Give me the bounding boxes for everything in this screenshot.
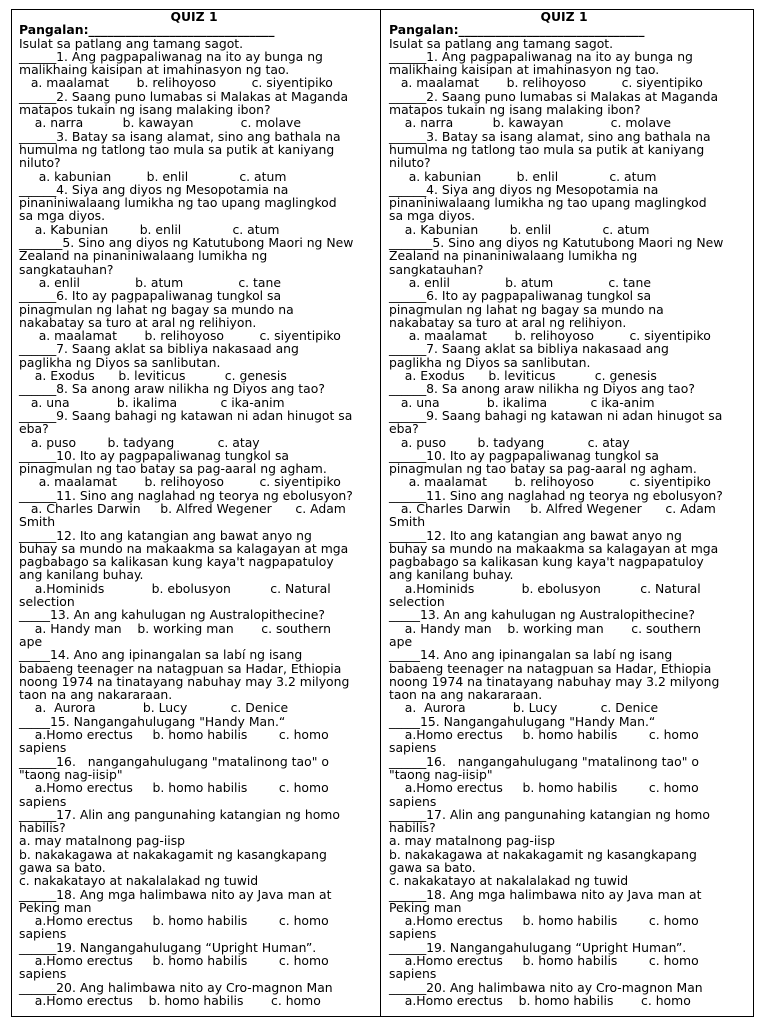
question-list: [19, 37, 381, 1008]
quiz-text-line: ______12. Ito ang katangian ang bawat anyo ng: [389, 527, 682, 543]
quiz-text-line: Peking man: [389, 899, 462, 915]
quiz-text-line: a.Homo erectus b. homo habilis c. homo: [19, 953, 329, 969]
quiz-text-line: a. Exodus b. leviticus c. genesis: [389, 368, 657, 384]
quiz-text-line: c. nakakatayo at nakalalakad ng tuwid: [389, 873, 629, 889]
quiz-text-line: pinaniniwalaang lumikha ng tao upang maglingkod: [389, 195, 707, 211]
quiz-text-line: Smith: [19, 514, 56, 530]
quiz-text-line: ______4. Siya ang diyos ng Mesopotamia na: [19, 181, 289, 197]
quiz-text-line: babaeng teenager na natagpuan sa Hadar, Ethiopia: [19, 660, 342, 676]
quiz-text-line: sapiens: [389, 926, 437, 942]
quiz-text-line: humulma ng tatlong tao mula sa putik at kaniyang: [19, 141, 335, 157]
quiz-text-line: sa mga diyos.: [389, 208, 476, 224]
quiz-text-line: _____15. Nangangahulugang "Handy Man.“: [389, 713, 656, 729]
quiz-text-line: paglikha ng Diyos sa sanlibutan.: [19, 354, 221, 370]
quiz-title: QUIZ 1: [170, 10, 218, 24]
quiz-text-line: ______4. Siya ang diyos ng Mesopotamia na: [389, 181, 659, 197]
quiz-text-line: a. una b. ikalima c ika-anim: [389, 394, 655, 410]
quiz-text-line: a. kabunian b. enlil c. atum: [19, 168, 287, 184]
quiz-text-line: Smith: [389, 514, 426, 530]
quiz-text-line: matapos tukain ng isang malaking ibon?: [389, 102, 641, 118]
quiz-text-line: a. enlil b. atum c. tane: [19, 274, 281, 290]
quiz-text-line: niluto?: [389, 155, 431, 171]
quiz-text-line: gawa sa bato.: [19, 860, 106, 875]
quiz-text-line: ______11. Sino ang naglahad ng teorya ng ebolusyon?: [19, 487, 353, 503]
quiz-text-line: humulma ng tatlong tao mula sa putik at kaniyang: [389, 141, 705, 157]
quiz-text-line: a.Hominids b. ebolusyon c. Natural: [19, 580, 331, 596]
quiz-text-line: _____14. Ano ang ipinangalan sa labí ng isang: [389, 647, 673, 663]
quiz-text-line: matapos tukain ng isang malaking ibon?: [19, 102, 271, 118]
quiz-text-line: Isulat sa patlang ang tamang sagot.: [19, 35, 244, 51]
quiz-text-line: ______2. Saang puno lumabas si Malakas at Maganda: [19, 88, 349, 104]
quiz-text-line: buhay sa mundo na makaakma sa kalagayan at mga: [19, 540, 349, 556]
quiz-text-line: a. Aurora b. Lucy c. Denice: [389, 700, 659, 716]
quiz-text-line: sangkatauhan?: [19, 261, 114, 277]
quiz-text-line: selection: [19, 594, 75, 610]
quiz-text-line: buhay sa mundo na makaakma sa kalagayan at mga: [389, 540, 719, 556]
quiz-text-line: ______11. Sino ang naglahad ng teorya ng ebolusyon?: [389, 487, 723, 503]
quiz-text-line: _____13. An ang kahulugan ng Australopithecine?: [19, 607, 325, 623]
quiz-text-line: Zealand na pinaniniwalaang lumikha ng: [19, 248, 268, 264]
quiz-text-line: a. kabunian b. enlil c. atum: [389, 168, 657, 184]
quiz-text-line: a. maalamat b. relihoyoso c. siyentipiko: [19, 328, 341, 344]
quiz-text-line: sapiens: [19, 966, 67, 982]
quiz-text-line: ______19. Nangangahulugang “Upright Human”.: [19, 939, 317, 955]
quiz-text-line: ape: [19, 633, 43, 649]
quiz-text-line: habilis?: [389, 820, 436, 836]
quiz-text-line: a. maalamat b. relihoyoso c. siyentipiko: [389, 474, 711, 490]
quiz-text-line: a.Hominids b. ebolusyon c. Natural: [389, 580, 701, 596]
quiz-text-line: eba?: [389, 421, 419, 437]
quiz-text-line: ______1. Ang pagpapaliwanag na ito ay bunga ng: [19, 48, 323, 64]
quiz-text-line: sapiens: [19, 926, 67, 942]
quiz-text-line: a. Kabunian b. enlil c. atum: [19, 221, 280, 237]
quiz-text-line: pinagmulan ng tao batay sa pag-aaral ng agham.: [389, 461, 697, 477]
quiz-text-line: ______18. Ang mga halimbawa nito ay Java man at: [19, 886, 332, 902]
quiz-text-line: sa mga diyos.: [19, 208, 106, 224]
quiz-text-line: ______7. Saang aklat sa bibliya nakasaad ang: [389, 341, 669, 357]
quiz-text-line: a. maalamat b. relihoyoso c. siyentipiko: [389, 328, 711, 344]
quiz-text-line: a.Homo erectus b. homo habilis c. homo: [389, 913, 699, 929]
quiz-text-line: nakabatay sa turo at aral ng relihiyon.: [19, 314, 257, 330]
quiz-text-line: a. maalamat b. relihoyoso c. siyentipiko: [389, 75, 703, 91]
quiz-text-line: a.Homo erectus b. homo habilis c. homo: [19, 913, 329, 929]
quiz-text-line: ______6. Ito ay pagpapaliwanag tungkol sa: [19, 288, 282, 304]
quiz-copy-right: [382, 10, 751, 1016]
quiz-text-line: ______1. Ang pagpapaliwanag na ito ay bunga ng: [389, 48, 693, 64]
quiz-text-line: ang kanilang buhay.: [389, 567, 514, 583]
quiz-text-line: ______8. Sa anong araw nilikha ng Diyos ang tao?: [389, 381, 695, 397]
quiz-text-line: sapiens: [19, 793, 67, 809]
quiz-text-line: malikhaing kaisipan at imahinasyon ng tao.: [389, 62, 660, 78]
quiz-text-line: babaeng teenager na natagpuan sa Hadar, Ethiopia: [389, 660, 712, 676]
quiz-text-line: nakabatay sa turo at aral ng relihiyon.: [389, 314, 627, 330]
quiz-text-line: sapiens: [389, 793, 437, 809]
quiz-text-line: a.Homo erectus b. homo habilis c. homo: [389, 727, 699, 743]
quiz-text-line: ______2. Saang puno lumabas si Malakas at Maganda: [389, 88, 719, 104]
quiz-text-line: paglikha ng Diyos sa sanlibutan.: [389, 354, 591, 370]
quiz-text-line: a. may matalnong pag-iisp: [389, 833, 556, 849]
quiz-text-line: sapiens: [389, 740, 437, 756]
quiz-text-line: Peking man: [19, 899, 92, 915]
quiz-text-line: ______12. Ito ang katangian ang bawat anyo ng: [19, 527, 312, 543]
quiz-text-line: pinagmulan ng lahat ng bagay sa mundo na: [389, 301, 664, 317]
quiz-text-line: ______10. Ito ay pagpapaliwanag tungkol sa: [389, 447, 659, 463]
quiz-text-line: a. una b. ikalima c ika-anim: [19, 394, 285, 410]
quiz-text-line: ang kanilang buhay.: [19, 567, 144, 583]
quiz-text-line: a. Handy man b. working man c. southern: [389, 620, 701, 636]
quiz-text-line: ______17. Alin ang pangunahing katangian ng homo: [389, 806, 710, 822]
quiz-text-line: a. puso b. tadyang c. atay: [389, 434, 630, 450]
quiz-text-line: ______6. Ito ay pagpapaliwanag tungkol sa: [389, 288, 652, 304]
quiz-text-line: ______9. Saang bahagi ng katawan ni adan hinugot sa: [389, 407, 723, 423]
quiz-text-line: ______16. nangangahulugang "matalinong tao" o: [19, 753, 329, 769]
quiz-text-line: a. may matalnong pag-iisp: [19, 833, 186, 849]
quiz-text-line: sapiens: [389, 966, 437, 982]
quiz-text-line: Zealand na pinaniniwalaang lumikha ng: [389, 248, 638, 264]
quiz-text-line: selection: [389, 594, 445, 610]
quiz-text-line: eba?: [19, 421, 49, 437]
quiz-text-line: b. nakakagawa at nakakagamit ng kasangkapang: [389, 846, 697, 862]
quiz-text-line: ______20. Ang halimbawa nito ay Cro-magnon Man: [389, 979, 703, 995]
quiz-text-line: _______5. Sino ang diyos ng Katutubong Maori ng New: [19, 235, 354, 251]
quiz-text-line: pagbabago sa kalikasan kung kaya't nagpapatuloy: [19, 554, 334, 570]
quiz-text-line: ______20. Ang halimbawa nito ay Cro-magnon Man: [19, 979, 333, 995]
quiz-text-line: a. maalamat b. relihoyoso c. siyentipiko: [19, 474, 341, 490]
quiz-text-line: ______3. Batay sa isang alamat, sino ang bathala na: [389, 128, 711, 144]
quiz-text-line: malikhaing kaisipan at imahinasyon ng tao.: [19, 62, 290, 78]
quiz-text-line: a.Homo erectus b. homo habilis c. homo: [389, 992, 691, 1008]
quiz-text-line: _____15. Nangangahulugang "Handy Man.“: [19, 713, 286, 729]
quiz-text-line: "taong nag-iisip": [389, 766, 493, 782]
quiz-text-line: pinagmulan ng tao batay sa pag-aaral ng agham.: [19, 461, 327, 477]
quiz-text-line: ______17. Alin ang pangunahing katangian ng homo: [19, 806, 340, 822]
quiz-copy-left: [12, 10, 381, 1016]
quiz-text-line: a.Homo erectus b. homo habilis c. homo: [19, 992, 321, 1008]
quiz-text-line: c. nakakatayo at nakalalakad ng tuwid: [19, 873, 259, 889]
quiz-text-line: ______8. Sa anong araw nilikha ng Diyos ang tao?: [19, 381, 325, 397]
quiz-text-line: pinaniniwalaang lumikha ng tao upang maglingkod: [19, 195, 337, 211]
quiz-text-line: "taong nag-iisip": [19, 766, 123, 782]
quiz-text-line: a.Homo erectus b. homo habilis c. homo: [19, 780, 329, 796]
quiz-text-line: ______7. Saang aklat sa bibliya nakasaad ang: [19, 341, 299, 357]
quiz-text-line: ______9. Saang bahagi ng katawan ni adan hinugot sa: [19, 407, 353, 423]
quiz-text-line: a. narra b. kawayan c. molave: [19, 115, 302, 131]
quiz-text-line: ______3. Batay sa isang alamat, sino ang bathala na: [19, 128, 341, 144]
quiz-title: QUIZ 1: [540, 10, 588, 24]
name-field-label: Pangalan:______________________________: [19, 22, 275, 38]
name-field-label: Pangalan:______________________________: [389, 22, 645, 38]
quiz-text-line: a. puso b. tadyang c. atay: [19, 434, 260, 450]
quiz-text-line: sapiens: [19, 740, 67, 756]
quiz-text-line: taon na ang nakararaan.: [389, 687, 543, 703]
quiz-text-line: a. maalamat b. relihoyoso c. siyentipiko: [19, 75, 333, 91]
quiz-text-line: noong 1974 na tinatayang nabuhay may 3.2 milyong: [389, 673, 720, 689]
column-divider: [380, 10, 381, 1016]
quiz-text-line: a. Exodus b. leviticus c. genesis: [19, 368, 287, 384]
quiz-text-line: niluto?: [19, 155, 61, 171]
quiz-text-line: pagbabago sa kalikasan kung kaya't nagpapatuloy: [389, 554, 704, 570]
quiz-text-line: pinagmulan ng lahat ng bagay sa mundo na: [19, 301, 294, 317]
quiz-text-line: a. Charles Darwin b. Alfred Wegener c. Adam: [389, 500, 716, 516]
quiz-text-line: b. nakakagawa at nakakagamit ng kasangkapang: [19, 846, 327, 862]
quiz-text-line: a.Homo erectus b. homo habilis c. homo: [19, 727, 329, 743]
quiz-text-line: ______16. nangangahulugang "matalinong tao" o: [389, 753, 699, 769]
quiz-sheet: [11, 9, 754, 1017]
quiz-text-line: a. narra b. kawayan c. molave: [389, 115, 672, 131]
quiz-text-line: a. Charles Darwin b. Alfred Wegener c. Adam: [19, 500, 346, 516]
quiz-text-line: _____13. An ang kahulugan ng Australopithecine?: [389, 607, 695, 623]
quiz-text-line: a.Homo erectus b. homo habilis c. homo: [389, 953, 699, 969]
quiz-text-line: gawa sa bato.: [389, 860, 476, 875]
quiz-text-line: a. enlil b. atum c. tane: [389, 274, 651, 290]
quiz-text-line: a. Kabunian b. enlil c. atum: [389, 221, 650, 237]
quiz-text-line: ______10. Ito ay pagpapaliwanag tungkol sa: [19, 447, 289, 463]
quiz-text-line: _______5. Sino ang diyos ng Katutubong Maori ng New: [389, 235, 724, 251]
quiz-text-line: habilis?: [19, 820, 66, 836]
quiz-text-line: a. Handy man b. working man c. southern: [19, 620, 331, 636]
quiz-text-line: Isulat sa patlang ang tamang sagot.: [389, 35, 614, 51]
question-list: [389, 37, 751, 1008]
quiz-text-line: ______19. Nangangahulugang “Upright Human”.: [389, 939, 687, 955]
quiz-text-line: _____14. Ano ang ipinangalan sa labí ng isang: [19, 647, 303, 663]
quiz-text-line: a.Homo erectus b. homo habilis c. homo: [389, 780, 699, 796]
quiz-text-line: noong 1974 na tinatayang nabuhay may 3.2 milyong: [19, 673, 350, 689]
quiz-text-line: ______18. Ang mga halimbawa nito ay Java man at: [389, 886, 702, 902]
quiz-text-line: a. Aurora b. Lucy c. Denice: [19, 700, 289, 716]
quiz-text-line: ape: [389, 633, 413, 649]
quiz-text-line: taon na ang nakararaan.: [19, 687, 173, 703]
quiz-text-line: sangkatauhan?: [389, 261, 484, 277]
